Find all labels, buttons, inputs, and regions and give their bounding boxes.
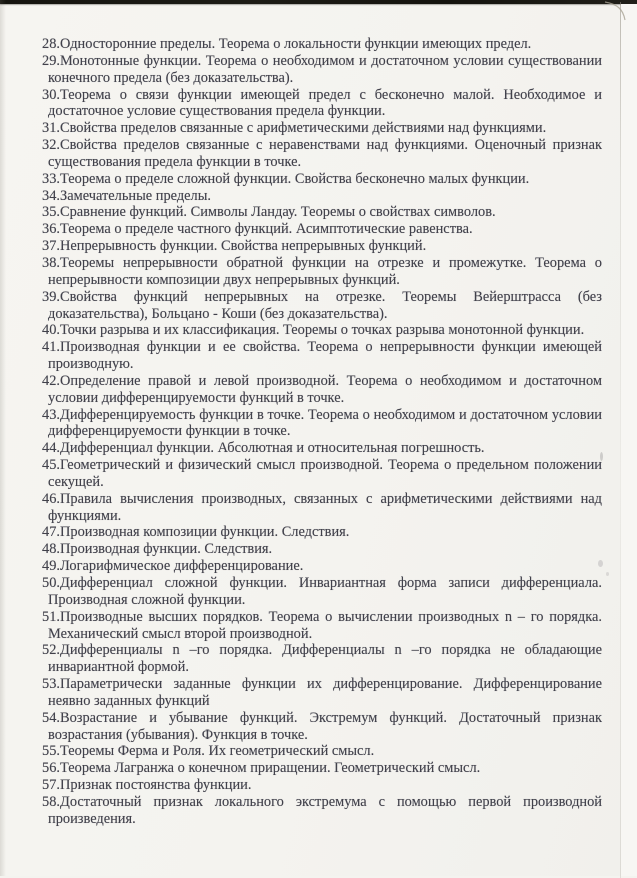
item-number: 50. [42,575,60,591]
item-text: Односторонние пределы. Теорема о локальности функции имеющих предел. [60,36,532,52]
item-text: Теорема о пределе сложной функции. Свойства бесконечно малых функции. [60,170,530,187]
item-text: Свойства пределов связанные с неравенствами над функциями. Оценочный признак существования предела функции в точке. [48,137,602,170]
item-number: 46. [42,490,60,507]
item-text: Свойства функций непрерывных на отрезке. Теоремы Вейерштрасса (без доказательства), Больцано - Коши (без доказательства). [48,288,602,322]
list-item [42,457,602,491]
scan-edge-top-band [0,0,637,4]
item-text: Теорема Лагранжа о конечном приращении. Геометрический смысл. [60,760,481,777]
item-number: 45. [42,457,60,474]
list-item [42,87,602,121]
item-number: 44. [42,440,60,457]
item-text: Возрастание и убывание функций. Экстремум функций. Достаточный признак возрастания (убывания). Функция в точке. [48,709,602,743]
item-text: Производные высших порядков. Теорема о вычислении производных n – го порядка. Механический смысл второй производной. [48,608,602,642]
list-item [42,221,602,238]
item-text: Правила вычисления производных, связанных с арифметическими действиями над функциями. [48,490,602,524]
item-number: 36. [42,221,60,238]
item-number: 40. [42,322,60,339]
list-item [42,407,602,441]
item-text: Производная функции и ее свойства. Теорема о непрерывности функции имеющей производную. [48,339,602,373]
item-text: Дифференциал функции. Абсолютная и относительная погрешность. [60,440,485,457]
list-item [42,575,602,609]
item-text: Дифференцируемость функции в точке. Теорема о необходимом и достаточном условии дифференцируемости функции в точке. [48,406,602,440]
list-item [42,609,602,643]
item-text: Дифференциалы n –го порядка. Дифференциалы n –го порядка не обладающие инвариантной формой. [48,642,602,676]
item-number: 52. [42,642,60,659]
item-number: 43. [42,406,60,423]
scan-artifact-speck [606,572,609,576]
item-text: Признак постоянства функции. [60,777,252,794]
item-text: Теорема о пределе частного функций. Асимптотические равенства. [60,221,473,238]
list-item [42,524,602,541]
item-text: Теорема о связи функции имеющей предел с бесконечно малой. Необходимое и достаточное условие существования предела функции. [48,86,602,120]
item-text: Достаточный признак локального экстремума с помощью первой производной произведения. [48,793,602,827]
item-text: Замечательные пределы. [60,187,212,204]
list-item [42,777,602,794]
item-number: 34. [42,187,60,204]
list-item [42,541,602,558]
item-number: 30. [42,86,60,103]
list-item [42,760,602,777]
list-item [42,676,602,710]
list-item [42,558,602,575]
item-number: 29. [42,52,60,69]
item-number: 31. [42,120,60,137]
list-item [42,255,602,289]
list-item [42,373,602,407]
list-item [42,238,602,255]
list-item [42,322,602,339]
list-item [42,642,602,676]
paper-edge-line [620,2,621,878]
item-text: Производная функции. Следствия. [60,541,273,558]
list-item [42,204,602,221]
item-text: Дифференциал сложной функции. Инвариантная форма записи дифференциала. Производная сложной функции. [48,575,602,608]
list-item [42,289,602,323]
list-item [42,137,602,171]
item-number: 51. [42,608,60,625]
page-curl-mark [602,1,630,21]
list-item [42,53,602,87]
item-number: 33. [42,170,60,187]
list-item [42,171,602,188]
item-number: 39. [42,288,60,305]
item-number: 32. [42,137,60,154]
list-item [42,339,602,373]
item-number: 42. [42,372,60,389]
item-text: Точки разрыва и их классификация. Теоремы о точках разрыва монотонной функции. [60,322,585,339]
item-text: Определение правой и левой производной. Теорема о необходимом и достаточном условии дифференцируемости функций в точке. [48,372,602,406]
list-item [42,743,602,760]
item-number: 48. [42,541,60,558]
list-item [42,120,602,137]
item-number: 55. [42,743,60,760]
item-number: 53. [42,676,60,693]
item-text: Свойства пределов связанные с арифметическими действиями над функциями. [60,120,547,137]
item-text: Сравнение функций. Символы Ландау. Теоремы о свойствах символов. [60,204,496,221]
paper-edge-strip [621,4,637,876]
item-number: 57. [42,777,60,794]
item-number: 56. [42,760,60,777]
list-item [42,440,602,457]
item-text: Непрерывность функции. Свойства непрерывных функций. [60,238,427,255]
item-number: 38. [42,254,60,271]
item-number: 58. [42,793,60,810]
item-text: Монотонные функции. Теорема о необходимом и достаточном условии существовании конечного предела (без доказательства). [48,52,602,86]
item-text: Параметрически заданные функции их дифференцирование. Дифференцирование неявно заданных функций [48,676,602,709]
item-text: Производная композиции функции. Следствия. [60,524,350,541]
item-number: 35. [42,204,60,221]
item-text: Теоремы непрерывности обратной функции на отрезке и промежутке. Теорема о непрерывности композиции двух непрерывных функций. [48,254,602,288]
item-number: 49. [42,558,60,575]
item-text: Логарифмическое дифференцирование. [60,558,304,575]
item-text: Теоремы Ферма и Роля. Их геометрический смысл. [60,743,375,760]
scan-left-shadow [0,0,6,876]
item-number: 37. [42,238,60,255]
topics-list [42,36,602,828]
list-item [42,794,602,828]
item-number: 41. [42,339,60,356]
list-item [42,36,602,53]
list-item [42,188,602,205]
item-number: 47. [42,524,60,541]
list-item [42,491,602,525]
list-item [42,710,602,744]
item-number: 54. [42,709,60,726]
item-number: 28. [42,36,60,52]
item-text: Геометрический и физический смысл производной. Теорема о предельном положении секущей. [48,457,602,490]
